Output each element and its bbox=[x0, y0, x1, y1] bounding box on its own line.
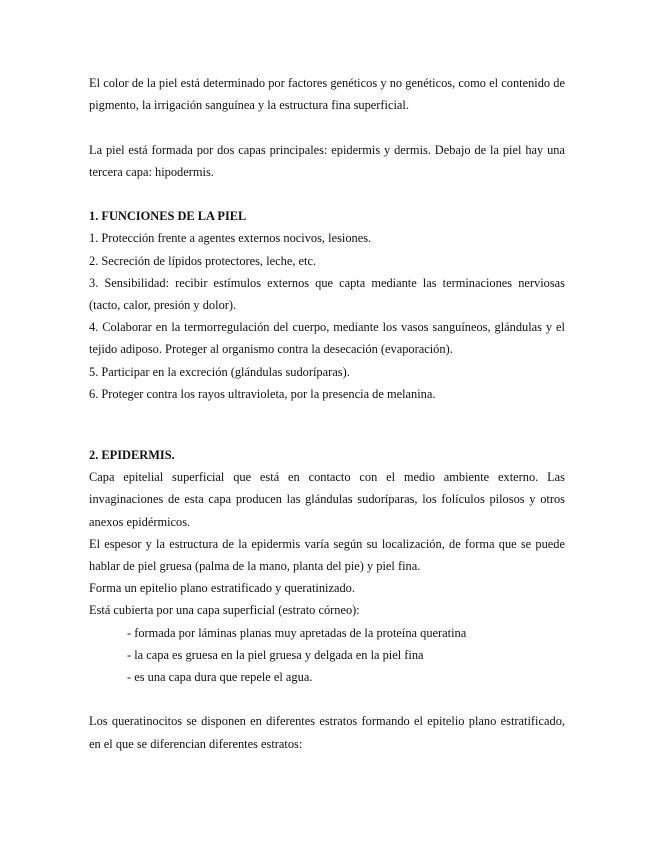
epidermis-bullet-1: - formada por láminas planas muy apretadas de la proteína queratina bbox=[127, 625, 467, 640]
document-page bbox=[89, 72, 565, 755]
epidermis-paragraph-1: Capa epitelial superficial que está en contacto con el medio ambiente externo. Las invaginaciones de esta capa producen las glándulas sudoríparas, los folículos pilosos y otros anexos epidérmicos. bbox=[89, 470, 565, 529]
epidermis-bullet-3: - es una capa dura que repele el agua. bbox=[127, 670, 313, 685]
spacer bbox=[89, 116, 565, 138]
intro-paragraph-1: El color de la piel está determinado por factores genéticos y no genéticos, como el contenido de pigmento, la irrigación sanguínea y la estructura fina superficial. bbox=[89, 76, 565, 113]
funciones-item-4: 4. Colaborar en la termorregulación del cuerpo, mediante los vasos sanguíneos, glándulas y el tejido adiposo. Proteger al organismo contra la desecación (evaporación). bbox=[89, 320, 565, 357]
funciones-item-5: 5. Participar en la excreción (glándulas sudoríparas). bbox=[89, 364, 350, 379]
funciones-item-1: 1. Protección frente a agentes externos nocivos, lesiones. bbox=[89, 231, 372, 246]
section-heading-funciones: 1. FUNCIONES DE LA PIEL bbox=[89, 209, 247, 224]
funciones-item-6: 6. Proteger contra los rayos ultravioleta, por la presencia de melanina. bbox=[89, 386, 436, 401]
intro-paragraph-2: La piel está formada por dos capas principales: epidermis y dermis. Debajo de la piel hay una tercera capa: hipodermis. bbox=[89, 142, 565, 179]
spacer bbox=[89, 405, 565, 444]
funciones-item-3: 3. Sensibilidad: recibir estímulos externos que capta mediante las terminaciones nerviosas (tacto, calor, presión y dolor). bbox=[89, 275, 565, 312]
epidermis-paragraph-5: Los queratinocitos se disponen en diferentes estratos formando el epitelio plano estratificado, en el que se diferencian diferentes estratos: bbox=[89, 714, 565, 751]
section-heading-epidermis: 2. EPIDERMIS. bbox=[89, 448, 175, 463]
epidermis-bullet-2: - la capa es gruesa en la piel gruesa y delgada en la piel fina bbox=[127, 647, 424, 662]
epidermis-paragraph-4: Está cubierta por una capa superficial (estrato córneo): bbox=[89, 603, 360, 618]
spacer bbox=[89, 688, 565, 710]
epidermis-paragraph-3: Forma un epitelio plano estratificado y queratinizado. bbox=[89, 581, 355, 596]
epidermis-paragraph-2: El espesor y la estructura de la epidermis varía según su localización, de forma que se puede hablar de piel gruesa (palma de la mano, planta del pie) y piel fina. bbox=[89, 536, 565, 574]
funciones-item-2: 2. Secreción de lípidos protectores, leche, etc. bbox=[89, 253, 317, 268]
spacer bbox=[89, 183, 565, 205]
